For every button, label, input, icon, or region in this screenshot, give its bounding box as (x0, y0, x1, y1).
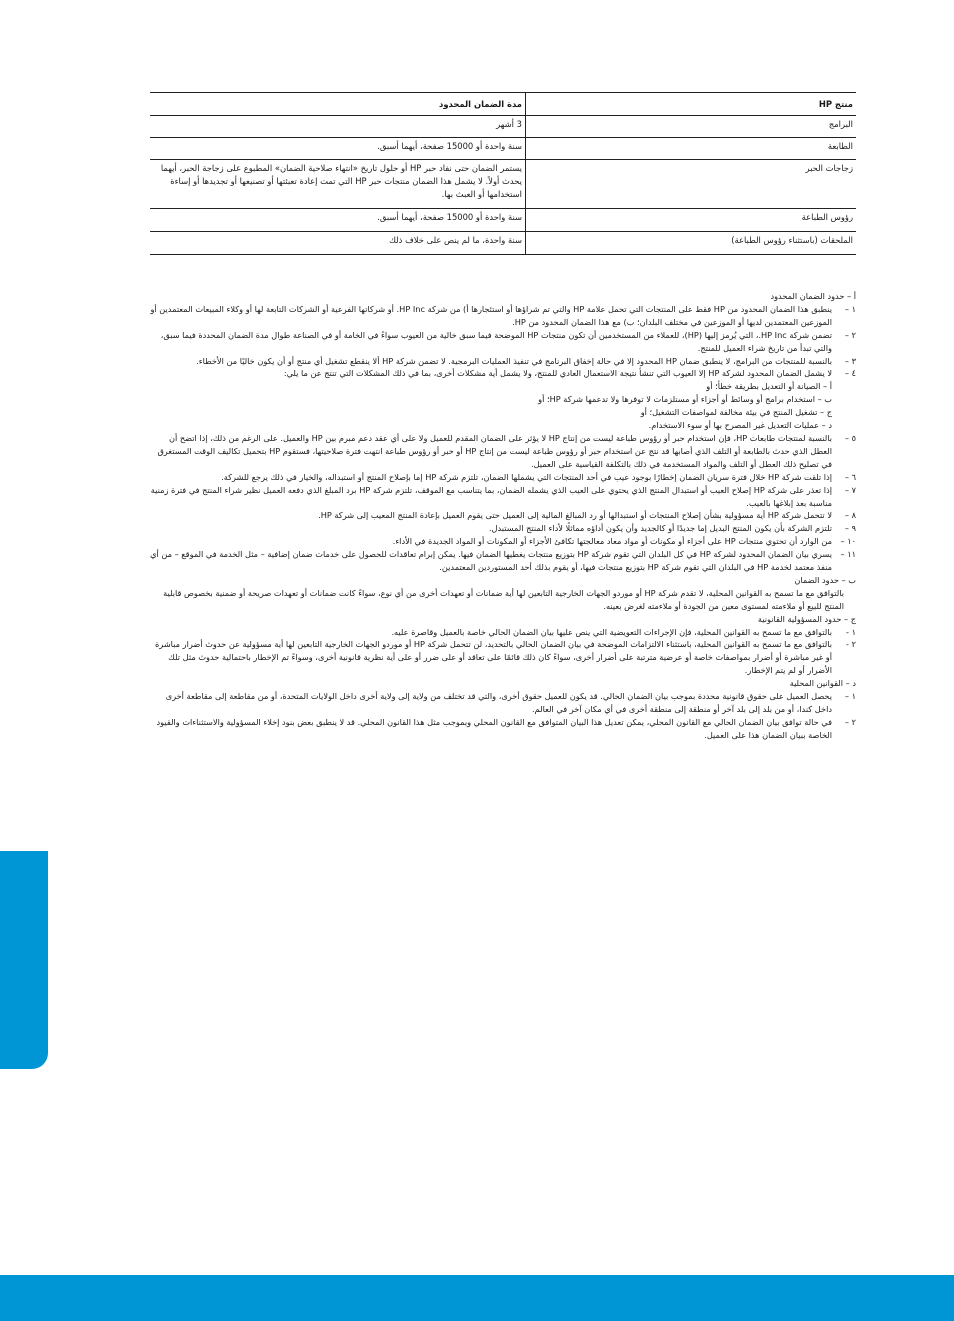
list-item (150, 626, 856, 639)
list-item (150, 484, 856, 510)
item-text: في حالة توافق بيان الضمان الحالي مع القانون المحلي، يمكن تعديل هذا البيان المتوافق مع القانون المحلي وبموجب مثل هذا القانون المحلي. قد لا ينطبق بعض بنود إخلاء المسؤولية والاستثناءات والقيود الخاصة ببيان الضمان هذا على العميل. (156, 716, 832, 740)
row-product: الطابعة (526, 138, 857, 160)
item-number: ٦ – (844, 471, 856, 482)
item-text: من الوارد أن تحتوي منتجات HP على أجزاء أو مكونات أو مواد معاد معالجتها تكافئ الأجزاء أو المكونات أو المواد الجديدة في الأداء. (392, 536, 832, 547)
item-number: ٨ – (844, 510, 856, 521)
section-title-d: د – القوانين المحلية (789, 678, 856, 689)
item-text: يسري بيان الضمان المحدود لشركة HP في كل البلدان التي تقوم شركة HP بتوزيع منتجات يغطيها الضمان فيها. يمكن إبرام تعاقدات للحصول على خدمات ضمان إضافية – مثل الخدمة في الموقع – من أي منفذ معتمد لخدمة HP في البلدان التي تقوم شركة HP بتوزيع منتجات فيها، أو يقوم بذلك أحد المستوردين المعتمدين. (150, 549, 832, 573)
item-text: تلتزم الشركة بأن يكون المنتج البديل إما جديدًا أو كالجديد وأن يكون أداؤه مماثلًا لأداء المنتج المستبدل. (488, 523, 832, 534)
item-number: ٢ – (844, 329, 856, 340)
list-item (150, 355, 856, 368)
item-number: ١ – (844, 691, 856, 702)
list-item (150, 367, 856, 380)
item-number: ٩ – (844, 523, 856, 534)
header-product: منتج HP (526, 93, 857, 116)
row-duration: سنة واحدة أو 15000 صفحة، أيهما أسبق. (150, 209, 526, 232)
item-text: لا يشمل الضمان المحدود لشركة HP إلا العيوب التي تنشأ نتيجة الاستعمال العادي للمنتج، ولا يشمل أية مشكلات أخرى، بما في ذلك المشكلات التي تنتج عن ما يلي: (283, 368, 832, 379)
row-duration: سنة واحدة، ما لم ينص على خلاف ذلك (150, 232, 526, 255)
item-text: بالتوافق مع ما تسمح به القوانين المحلية، باستثناء الالتزامات الموضحة في بيان الضمان الحالي بالتحديد، لن تتحمل شركة HP أو موردو الجهات الخارجية التابعين لها أية مسؤولية عن حدوث أضرار مباشرة أو غير مباشرة أو أضرار بمواصفات خاصة أو عرضية مترتبة على أضرار أخرى، سواءً كان ذلك قائمًا على تعاقد أو على ضرر أو على أية نظرية قانونية أخرى، وسواءً تم الإخطار باحتمالية حدوث مثل تلك الأضرار أو لم يتم الإخطار. (155, 639, 832, 676)
row-product: البرامج (526, 116, 857, 138)
item-number: ٢ – (844, 716, 856, 727)
item-text: بالتوافق مع ما تسمح به القوانين المحلية، فإن الإجراءات التعويضية التي ينص عليها بيان الضمان الحالي خاصة بالعميل وقاصرة عليه. (391, 626, 832, 637)
item-number: ٥ – (844, 432, 856, 443)
item-text: إذا تلقت شركة HP خلال فترة سريان الضمان إخطارًا بوجود عيب في أحد المنتجات التي يشملها الضمان، تلتزم شركة HP إما بإصلاح المنتج أو استبداله، والخيار في ذلك يرجع للشركة. (221, 471, 832, 482)
sub-item: ب – استخدام برامج أو وسائط أو أجزاء أو مستلزمات لا توفرها ولا تدعمها شركة HP؛ أو (538, 394, 832, 405)
list-item (150, 471, 856, 484)
section-title-b: ب – حدود الضمان (794, 574, 856, 585)
item-number: ١ - (846, 626, 856, 637)
item-number: ٧ – (844, 484, 856, 495)
list-item (150, 638, 856, 677)
list-item (150, 690, 856, 716)
table-row (150, 209, 856, 232)
item-number: ١ – (844, 303, 856, 314)
header-duration: مدة الضمان المحدود (150, 93, 526, 116)
item-text: ينطبق هذا الضمان المحدود من HP فقط على المنتجات التي تحمل علامة HP والتي تم شراؤها أو استئجارها أ) من شركة HP Inc. أو شركاتها الفرعية أو الشركات التابعة لها أو وكلاء المبيعات المعتمدين أو الموزعين المعتمدين لديها أو الموزعين في مختلف البلدان؛ ب) مع هذا الضمان المحدود من HP. (150, 303, 832, 327)
row-product: زجاجات الحبر (526, 160, 857, 209)
table-row (150, 160, 856, 209)
list-item (150, 509, 856, 522)
item-number: ٢ - (846, 639, 856, 650)
warranty-table (150, 92, 856, 255)
item-text: يحصل العميل على حقوق قانونية محددة بموجب بيان الضمان الحالي. قد يكون للعميل حقوق أخرى، والتي قد تختلف من ولاية إلى ولاية أخرى داخل الولايات المتحدة، أو من مقاطعة إلى مقاطعة أخرى داخل كندا، أو من بلد إلى بلد آخر أو منطقة إلى منطقة أخرى في أي مكان آخر في العالم. (165, 691, 832, 714)
table-row (150, 138, 856, 160)
item-number: ١١ – (840, 549, 856, 560)
side-tab-marker (0, 851, 48, 1069)
item-number: ٣ – (844, 355, 856, 366)
table-row (150, 116, 856, 138)
table-header-row (150, 93, 856, 116)
item-number: ٤ – (844, 368, 856, 379)
list-item (150, 432, 856, 471)
row-duration: يستمر الضمان حتى نفاد حبر HP أو حلول تاريخ «انتهاء صلاحية الضمان» المطبوع على زجاجة الحبر، أيهما يحدث أولاً. لا يشمل هذا الضمان منتجات حبر HP التي تمت إعادة تعبئتها أو تصنيعها أو تجديدها أو إساءة استخدامها أو العبث بها. (150, 160, 526, 209)
item-text: بالنسبة للمنتجات من البرامج، لا ينطبق ضمان HP المحدود إلا في حالة إخفاق البرنامج في تنفيذ العمليات البرمجية. لا تضمن شركة HP ألا ينقطع تشغيل أي منتج أو أن يكون خاليًا من الأخطاء. (196, 355, 832, 366)
row-duration: سنة واحدة أو 15000 صفحة، أيهما أسبق. (150, 138, 526, 160)
item-number: ١٠ – (840, 536, 856, 547)
item-text: إذا تعذر على شركة HP إصلاح العيب أو استبدال المنتج الذي يحتوي على العيب الذي يشمله الضمان، بما يتناسب مع الموقف، تلتزم شركة HP برد المبلغ الذي دفعه العميل نظير شراء المنتج في فترة زمنية مناسبة بعد إبلاغها بالعيب. (150, 484, 832, 508)
row-duration: 3 أشهر (150, 116, 526, 138)
list-item (150, 329, 856, 355)
warranty-terms (150, 290, 856, 742)
list-item (150, 522, 856, 535)
row-product: رؤوس الطباعة (526, 209, 857, 232)
sub-item: أ – الصيانة أو التعديل بطريقة خطأ؛ أو (706, 381, 832, 392)
sub-item: ج – تشغيل المنتج في بيئة مخالفة لمواصفات التشغيل؛ أو (640, 407, 832, 418)
list-item (150, 548, 856, 574)
item-text: لا تتحمل شركة HP أية مسؤولية بشأن إصلاح المنتجات أو استبدالها أو رد المبالغ المالية إلى العميل حتى يقوم العميل بإعادة المنتج المعيب إلى شركة HP. (318, 510, 832, 521)
section-b-text: بالتوافق مع ما تسمح به القوانين المحلية، لا تقدم شركة HP أو موردو الجهات الخارجية التابعين لها أية ضمانات أو تعهدات أخرى من أي نوع، سواءً كانت ضمانات أو تعهدات صريحة أو ضمنية بخصوص قابلية المنتج للبيع أو ملاءمته لمستوى معين من الجودة أو ملاءمته لغرض بعينه. (163, 587, 844, 611)
section-title-c: ج – حدود المسؤولية القانونية (757, 613, 856, 624)
list-item (150, 535, 856, 548)
table-row (150, 232, 856, 255)
row-product: الملحقات (باستثناء رؤوس الطباعة) (526, 232, 857, 255)
sub-item: د – عمليات التعديل غير المصرح بها أو سوء الاستخدام. (648, 420, 832, 431)
footer-bar (0, 1275, 954, 1321)
section-title-a: أ – حدود الضمان المحدود (770, 291, 856, 301)
list-item (150, 716, 856, 742)
item-text: تضمن شركة HP Inc.، التي يُرمز إليها (HP)، للعملاء من المستخدمين أن تكون منتجات HP الموضحة فيما سبق خالية من العيوب سواءً في الخامة أو في الصناعة طوال مدة الضمان المحددة فيما سبق، والتي تبدأ من تاريخ شراء العميل للمنتج. (160, 329, 832, 353)
item-text: بالنسبة لمنتجات طابعات HP، فإن استخدام حبر أو رؤوس طباعة ليست من إنتاج HP لا يؤثر على الضمان المقدم للعميل ولا على أي عقد دعم مبرم بين HP والعميل. على الرغم من ذلك، إذا اتضح أن العطل الذي حدث بالطابعة أو التلف الذي أصابها قد نتج عن استخدام حبر أو رؤوس طباعة ليست من إنتاج HP أو حبر أو رؤوس طباعة انتهت فترة صلاحيتها، فستقوم HP بتحميل تكاليف الوقت المستغرق في تصليح ذلك العطل أو التلف والمواد المستخدمة في ذلك بالتكلفة القياسية على العميل. (157, 432, 832, 469)
list-item (150, 303, 856, 329)
